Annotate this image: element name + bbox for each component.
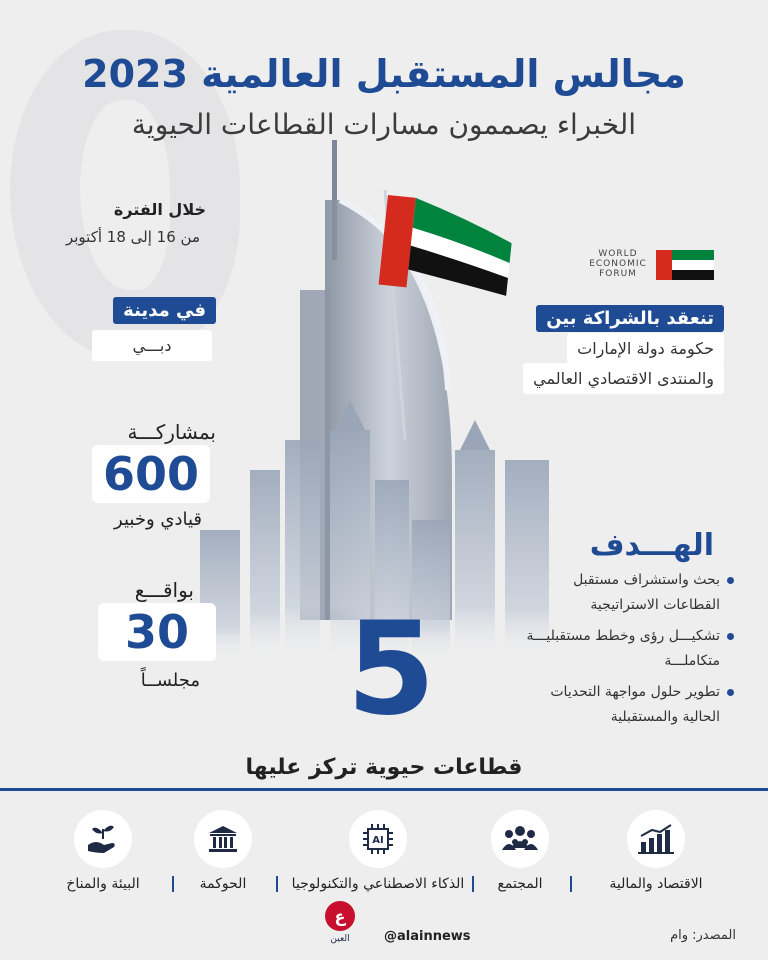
wef-logo-line2: ECONOMIC	[589, 258, 647, 269]
participants-label: بمشاركـــة	[127, 420, 216, 444]
wef-logo	[578, 250, 658, 280]
councils-sub: مجلســاً	[140, 670, 200, 691]
sector-label: الذكاء الاصطناعي والتكنولوجيا	[291, 876, 465, 892]
participants-sub: قيادي وخبير	[114, 509, 202, 530]
sector-label: الحوكمة	[199, 876, 247, 892]
svg-text:AI: AI	[372, 835, 384, 846]
partnership-label: تنعقد بالشراكة بين	[536, 305, 724, 332]
period-dates: من 16 إلى 18 أكتوبر	[65, 228, 200, 246]
ai-chip-icon	[349, 810, 407, 868]
svg-text:العين: العين	[330, 934, 350, 944]
participants-number: 600	[92, 445, 210, 503]
goal-list	[524, 568, 734, 736]
goal-item: بحث واستشراف مستقبل القطاعات الاستراتيجية	[524, 568, 734, 618]
page-subtitle: الخبراء يصممون مسارات القطاعات الحيوية	[131, 108, 637, 141]
government-building-icon	[194, 810, 252, 868]
sector-economy	[586, 810, 726, 892]
sector-label: البيئة والمناخ	[66, 876, 140, 892]
uae-flag-icon	[656, 250, 714, 280]
sector-environment	[48, 810, 158, 892]
sector-governance	[178, 810, 268, 892]
partnership-line2: والمنتدى الاقتصادي العالمي	[523, 363, 724, 394]
svg-text:ع: ع	[334, 907, 346, 926]
divider	[0, 788, 768, 791]
wef-logo-line1: WORLD	[598, 249, 638, 259]
sector-separator	[172, 876, 174, 892]
sector-label: الاقتصاد والمالية	[609, 876, 703, 892]
page-title: مجالس المستقبل العالمية 2023	[82, 52, 686, 96]
city-value: دبـــي	[92, 330, 212, 361]
councils-number: 30	[98, 603, 216, 661]
source-text: المصدر: وام	[670, 928, 736, 943]
wef-logo-line3: FORUM	[599, 268, 637, 279]
goal-item: تطوير حلول مواجهة التحديات الحالية والمستقبلية	[524, 680, 734, 730]
bar-chart-icon	[627, 810, 685, 868]
social-handle[interactable]: @alainnews	[384, 929, 471, 944]
sector-ai	[278, 810, 478, 892]
councils-label: بواقـــع	[134, 578, 194, 602]
sector-separator	[570, 876, 572, 892]
sector-separator	[276, 876, 278, 892]
plant-hand-icon	[74, 810, 132, 868]
city-label: في مدينة	[113, 297, 216, 324]
sector-label: المجتمع	[497, 876, 543, 892]
alain-logo	[322, 900, 358, 944]
sectors-heading: قطاعات حيوية تركز عليها	[245, 755, 523, 780]
sectors-count: 5	[346, 595, 436, 744]
partnership-line1: حكومة دولة الإمارات	[567, 333, 724, 364]
period-title: خلال الفترة	[113, 200, 206, 219]
goal-title: الهـــدف	[589, 528, 714, 563]
sector-society	[470, 810, 570, 892]
goal-item: تشكيـــل رؤى وخطط مستقبليـــة متكاملـــة	[524, 624, 734, 674]
people-icon	[491, 810, 549, 868]
